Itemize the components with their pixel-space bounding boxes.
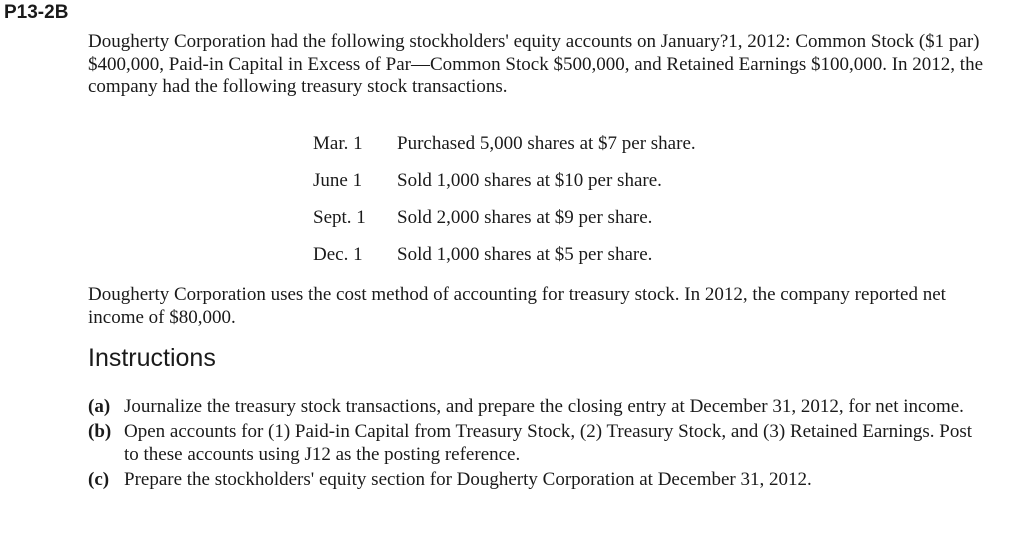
instruction-item xyxy=(88,420,988,466)
instruction-marker: (c) xyxy=(88,469,110,490)
instruction-text: Open accounts for (1) Paid-in Capital from Treasury Stock, (2) Treasury Stock, and (3) Retained Earnings. Post to these accounts using J12 as the posting reference. xyxy=(124,421,973,465)
instruction-text: Journalize the treasury stock transactions, and prepare the closing entry at December 31, 2012, for net income. xyxy=(124,396,964,417)
transaction-row xyxy=(313,162,696,199)
transaction-date: Sept. 1 xyxy=(313,206,366,228)
instruction-item xyxy=(88,468,988,491)
instruction-item xyxy=(88,395,988,418)
transaction-row xyxy=(313,236,696,273)
instruction-marker: (a) xyxy=(88,396,111,417)
transaction-date: Dec. 1 xyxy=(313,243,363,265)
instructions-heading: Instructions xyxy=(88,344,216,372)
transaction-description: Sold 1,000 shares at $10 per share. xyxy=(397,169,662,191)
transaction-row xyxy=(313,199,696,236)
instruction-text: Prepare the stockholders' equity section for Dougherty Corporation at December 31, 2012. xyxy=(124,469,812,490)
transaction-date: June 1 xyxy=(313,169,363,191)
instructions-list xyxy=(88,395,988,493)
method-paragraph: Dougherty Corporation uses the cost method of accounting for treasury stock. In 2012, the company reported net income of $80,000. xyxy=(88,284,946,328)
intro-paragraph: Dougherty Corporation had the following stockholders' equity accounts on January?1, 2012: Common Stock ($1 par) $400,000, Paid-in Capital in Excess of Par—Common Stock $500,000, and Retained Earnings $100,000. In 2012, the company had the following treasury stock transactions. xyxy=(88,31,984,97)
transaction-description: Purchased 5,000 shares at $7 per share. xyxy=(397,132,696,154)
transaction-date: Mar. 1 xyxy=(313,132,363,154)
transaction-description: Sold 2,000 shares at $9 per share. xyxy=(397,206,653,228)
transaction-description: Sold 1,000 shares at $5 per share. xyxy=(397,243,653,265)
transaction-row xyxy=(313,125,696,162)
instruction-marker: (b) xyxy=(88,421,112,442)
transactions-table xyxy=(313,125,696,273)
problem-id: P13-2B xyxy=(4,2,69,23)
